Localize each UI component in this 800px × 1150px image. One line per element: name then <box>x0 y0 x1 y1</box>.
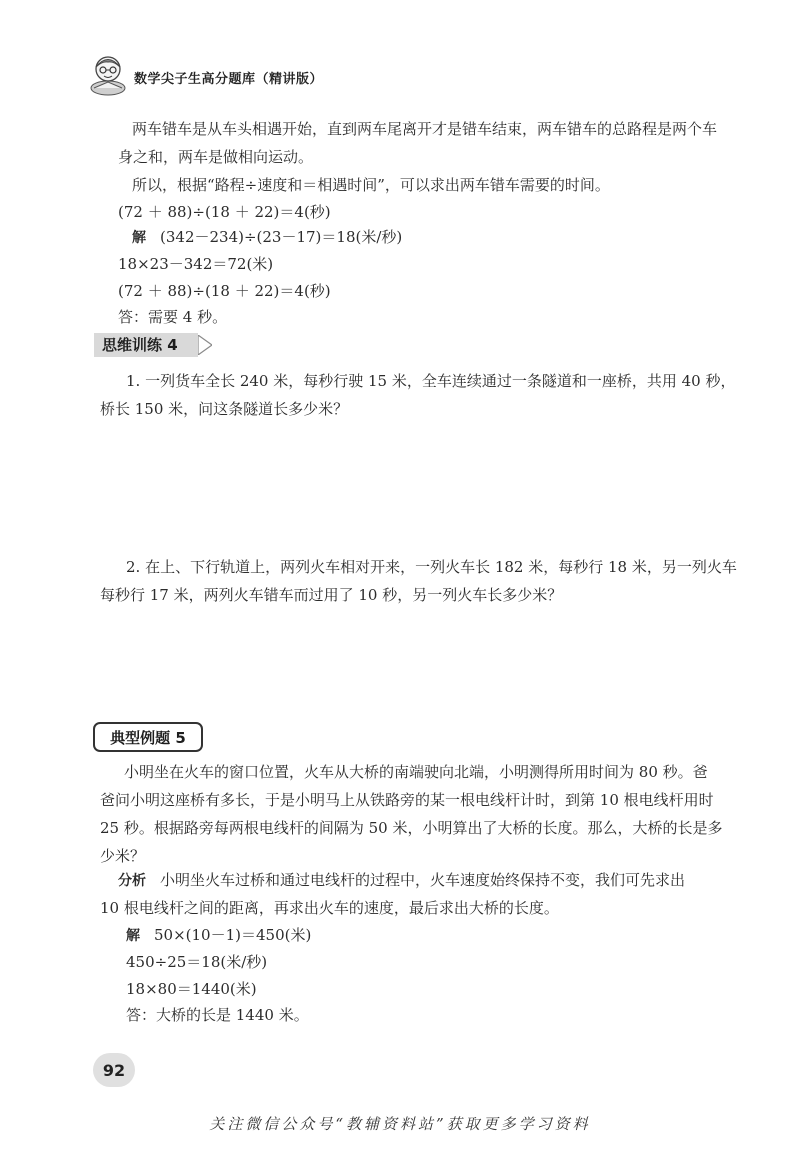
footer-watermark: 关注微信公众号“教辅资料站”获取更多学习资料 <box>209 1115 591 1133</box>
analysis-text: 小明坐火车过桥和通过电线杆的过程中，火车速度始终保持不变，我们可先求出 <box>160 871 686 889</box>
mascot-logo-icon <box>88 52 128 96</box>
example-problem-line-2: 爸问小明这座桥有多长，于是小明马上从铁路旁的某一根电线杆计时，到第 10 根电线杆用时 <box>100 791 714 809</box>
prev-solution-line-1 <box>132 227 402 248</box>
example-solution-label: 解 <box>126 928 140 944</box>
prev-text-line-2: 身之和，两车是做相向运动。 <box>118 148 314 166</box>
analysis-line-1 <box>118 870 685 891</box>
prev-solution-line-2: 18×23－342＝72(米) <box>118 255 274 273</box>
prev-text-line-4: (72 ＋ 88)÷(18 ＋ 22)＝4(秒) <box>118 203 331 221</box>
question-2-line-2: 每秒行 17 米，两列火车错车而过用了 10 秒，另一列火车长多少米？ <box>100 586 563 604</box>
example-problem-line-3: 25 秒。根据路旁每两根电线杆的间隔为 50 米，小明算出了大桥的长度。那么，大桥的长是多 <box>100 819 723 837</box>
page-number-badge <box>93 1053 135 1087</box>
analysis-label: 分析 <box>118 873 146 889</box>
prev-solution-line-3: (72 ＋ 88)÷(18 ＋ 22)＝4(秒) <box>118 282 331 300</box>
training-tag-label: 思维训练 4 <box>102 336 178 354</box>
example-solution-line-3: 18×80＝1440(米) <box>126 980 257 998</box>
example-answer-line: 答：大桥的长是 1440 米。 <box>126 1006 309 1024</box>
question-1-line-2: 桥长 150 米，问这条隧道长多少米？ <box>100 400 349 418</box>
example-problem-line-4: 少米？ <box>100 847 146 865</box>
example-problem-line-1: 小明坐在火车的窗口位置，火车从大桥的南端驶向北端，小明测得所用时间为 80 秒。爸 <box>124 763 708 781</box>
analysis-line-2: 10 根电线杆之间的距离，再求出火车的速度，最后求出大桥的长度。 <box>100 899 559 917</box>
question-2-line-1: 2. 在上、下行轨道上，两列火车相对开来，一列火车长 182 米，每秒行 18 米，另一列火车 <box>126 558 737 576</box>
page-number: 92 <box>102 1060 126 1080</box>
example-tag <box>93 722 203 752</box>
page-header <box>88 50 408 100</box>
tag-arrow-icon <box>198 335 212 355</box>
example-solution-line-1 <box>126 925 311 946</box>
example-solution-text: 50×(10－1)＝450(米) <box>154 926 312 944</box>
solution-label: 解 <box>132 230 146 246</box>
example-tag-label: 典型例题 5 <box>110 728 186 747</box>
book-title: 数学尖子生高分题库（精讲版） <box>134 72 324 87</box>
training-tag <box>94 333 214 357</box>
prev-answer-line: 答：需要 4 秒。 <box>118 308 228 326</box>
question-1-line-1: 1. 一列货车全长 240 米，每秒行驶 15 米，全车连续通过一条隧道和一座桥，共用 40 秒， <box>126 372 736 390</box>
prev-text-line-1: 两车错车是从车头相遇开始，直到两车尾离开才是错车结束，两车错车的总路程是两个车 <box>132 120 718 138</box>
solution-text: (342－234)÷(23－17)＝18(米/秒) <box>160 228 403 246</box>
example-solution-line-2: 450÷25＝18(米/秒) <box>126 953 268 971</box>
prev-text-line-3: 所以，根据“路程÷速度和＝相遇时间”，可以求出两车错车需要的时间。 <box>132 176 610 194</box>
